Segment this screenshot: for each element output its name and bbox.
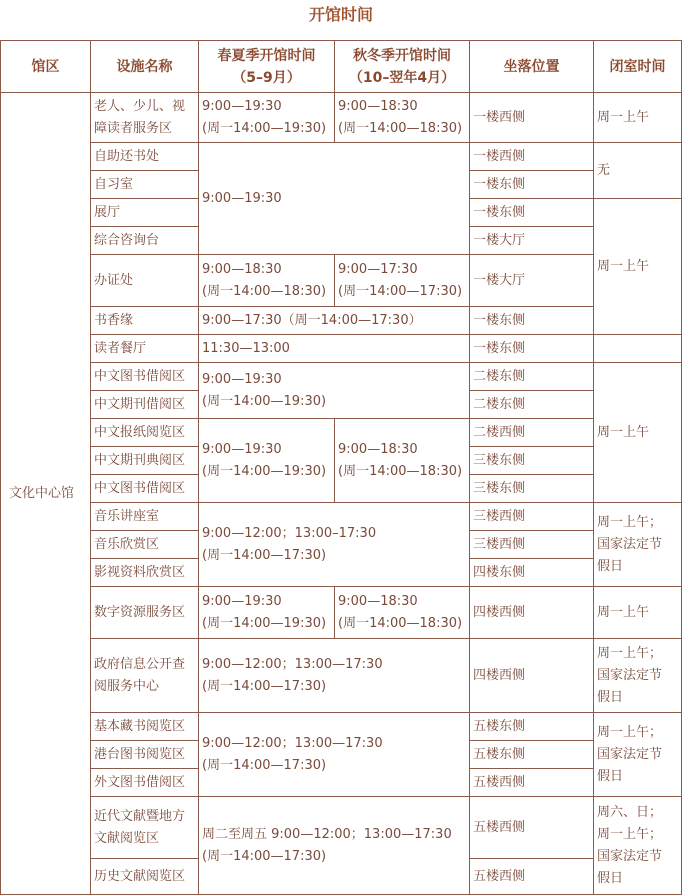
facility-cell [91,639,199,713]
location-cell: 一楼西侧 [470,93,594,143]
header-facility: 设施名称 [91,41,199,93]
table-row [1,713,682,741]
location-cell: 二楼西侧 [470,419,594,447]
closed-line: 国家法定节 [597,536,663,552]
hours-line: (周一14:00—19:30) [202,463,327,479]
facility-cell: 办证处 [91,255,199,307]
merged-hours-cell: 9:00—19:30 [199,143,470,255]
facility-line: 文献阅览区 [94,830,160,846]
merged-hours-cell [199,363,470,419]
hours-line: (周一14:00—18:30) [338,120,463,136]
facility-cell: 影视资料欣赏区 [91,559,199,587]
summer-hours-cell [199,419,335,503]
location-cell: 一楼西侧 [470,143,594,171]
header-summer-hours [199,41,335,93]
closed-cell [594,797,682,895]
hours-line: 9:00—18:30 [338,441,418,457]
location-cell: 三楼东侧 [470,475,594,503]
table-row [1,419,682,447]
facility-cell [91,797,199,859]
hours-line: (周一14:00—18:30) [338,615,463,631]
hours-line: 9:00—19:30 [202,441,282,457]
winter-hours-cell [335,93,470,143]
hours-line: 9:00—12:00；13:00–17:30 [202,525,377,541]
facility-cell: 外文图书借阅区 [91,769,199,797]
winter-hours-cell [335,419,470,503]
merged-hours-cell [199,713,470,797]
header-summer-line1: 春夏季开馆时间 [217,47,316,64]
closed-line: 周一上午； [597,645,663,661]
closed-cell [594,503,682,587]
facility-cell: 读者餐厅 [91,335,199,363]
closed-line: 假日 [597,768,624,784]
closed-line: 假日 [597,870,624,886]
table-row [1,335,682,363]
hours-line: (周一14:00—18:30) [202,283,327,299]
location-cell: 一楼东侧 [470,171,594,199]
facility-cell: 中文图书借阅区 [91,363,199,391]
table-row [1,797,682,859]
hours-line: (周一14:00—19:30) [202,615,327,631]
closed-line: 假日 [597,558,624,574]
closed-line: 假日 [597,689,624,705]
merged-hours-cell [199,639,470,713]
facility-cell: 历史文献阅览区 [91,859,199,895]
closed-line: 周一上午； [597,826,663,842]
facility-cell: 基本藏书阅览区 [91,713,199,741]
hours-line: (周一14:00—17:30) [202,678,327,694]
table-row [1,255,682,307]
hours-line: 9:00—12:00；13:00—17:30 [202,735,383,751]
merged-hours-cell [199,797,470,895]
closed-line: 国家法定节 [597,848,663,864]
facility-cell: 数字资源服务区 [91,587,199,639]
closed-line: 周一上午； [597,514,663,530]
location-cell: 二楼东侧 [470,391,594,419]
table-row [1,363,682,391]
summer-hours-cell [199,93,335,143]
winter-hours-cell [335,587,470,639]
facility-cell: 书香缘 [91,307,199,335]
hours-line: 9:00—18:30 [202,261,282,277]
closed-line: 周六、日； [597,804,663,820]
location-cell: 三楼东侧 [470,447,594,475]
facility-cell [91,93,199,143]
merged-hours-cell [199,503,470,587]
summer-hours-cell [199,255,335,307]
closed-line: 国家法定节 [597,667,663,683]
facility-cell: 中文报纸阅览区 [91,419,199,447]
hours-line: (周一14:00—18:30) [338,463,463,479]
location-cell: 四楼西侧 [470,587,594,639]
table-row [1,587,682,639]
facility-line: 老人、少儿、视 [94,98,186,114]
location-cell: 一楼东侧 [470,335,594,363]
closed-cell [594,713,682,797]
location-cell: 三楼西侧 [470,531,594,559]
summer-hours-cell [199,587,335,639]
location-cell: 五楼西侧 [470,859,594,895]
header-winter-hours [335,41,470,93]
header-row [1,41,682,93]
location-cell: 一楼东侧 [470,307,594,335]
hours-line: 9:00—12:00；13:00—17:30 [202,656,383,672]
hours-line: 9:00—17:30 [338,261,418,277]
facility-cell: 音乐欣赏区 [91,531,199,559]
location-cell: 四楼东侧 [470,559,594,587]
closed-cell [594,639,682,713]
hours-line: 周二至周五 9:00—12:00；13:00—17:30 [202,826,452,842]
merged-hours-cell: 9:00—17:30（周一14:00—17:30） [199,307,470,335]
closed-cell: 周一上午 [594,363,682,503]
closed-cell: 周一上午 [594,93,682,143]
header-summer-line2: （5–9月） [232,69,301,86]
closed-cell [594,335,682,363]
table-row [1,639,682,713]
hours-line: (周一14:00—17:30) [338,283,463,299]
facility-cell: 自习室 [91,171,199,199]
facility-cell: 中文图书借阅区 [91,475,199,503]
table-row [1,93,682,143]
facility-cell: 音乐讲座室 [91,503,199,531]
header-area: 馆区 [1,41,91,93]
closed-line: 国家法定节 [597,746,663,762]
header-closed: 闭室时间 [594,41,682,93]
table-row [1,503,682,531]
opening-hours-table [0,40,682,895]
area-cell: 文化中心馆 [1,93,91,895]
location-cell: 一楼大厅 [470,255,594,307]
location-cell: 五楼东侧 [470,713,594,741]
hours-line: (周一14:00—19:30) [202,120,327,136]
table-row [1,143,682,171]
closed-cell: 周一上午 [594,587,682,639]
hours-line: (周一14:00—19:30) [202,393,327,409]
facility-cell: 中文期刊典阅区 [91,447,199,475]
location-cell: 二楼东侧 [470,363,594,391]
facility-cell: 综合咨询台 [91,227,199,255]
header-winter-line1: 秋冬季开馆时间 [353,47,451,64]
location-cell: 五楼东侧 [470,741,594,769]
merged-hours-cell: 11:30—13:00 [199,335,470,363]
header-location: 坐落位置 [470,41,594,93]
table-row [1,307,682,335]
hours-line: 9:00—19:30 [202,98,282,114]
header-winter-line2: （10–翌年4月） [348,69,456,86]
closed-cell: 周一上午 [594,199,682,335]
facility-cell: 自助还书处 [91,143,199,171]
hours-line: (周一14:00—17:30) [202,848,327,864]
hours-line: (周一14:00—17:30) [202,547,327,563]
location-cell: 一楼大厅 [470,227,594,255]
hours-line: 9:00—19:30 [202,593,282,609]
facility-line: 阅服务中心 [94,678,160,694]
location-cell: 三楼西侧 [470,503,594,531]
location-cell: 五楼西侧 [470,769,594,797]
facility-cell: 港台图书阅览区 [91,741,199,769]
hours-line: 9:00—18:30 [338,98,418,114]
facility-line: 近代文献暨地方 [94,808,186,824]
closed-cell: 无 [594,143,682,199]
facility-line: 障读者服务区 [94,120,173,136]
location-cell: 一楼东侧 [470,199,594,227]
facility-cell: 中文期刊借阅区 [91,391,199,419]
location-cell: 五楼西侧 [470,797,594,859]
location-cell: 四楼西侧 [470,639,594,713]
facility-line: 政府信息公开查 [94,656,186,672]
page-title: 开馆时间 [308,5,373,24]
facility-cell: 展厅 [91,199,199,227]
hours-line: (周一14:00—17:30) [202,757,327,773]
closed-line: 周一上午； [597,724,663,740]
hours-line: 9:00—18:30 [338,593,418,609]
winter-hours-cell [335,255,470,307]
hours-line: 9:00—19:30 [202,371,282,387]
